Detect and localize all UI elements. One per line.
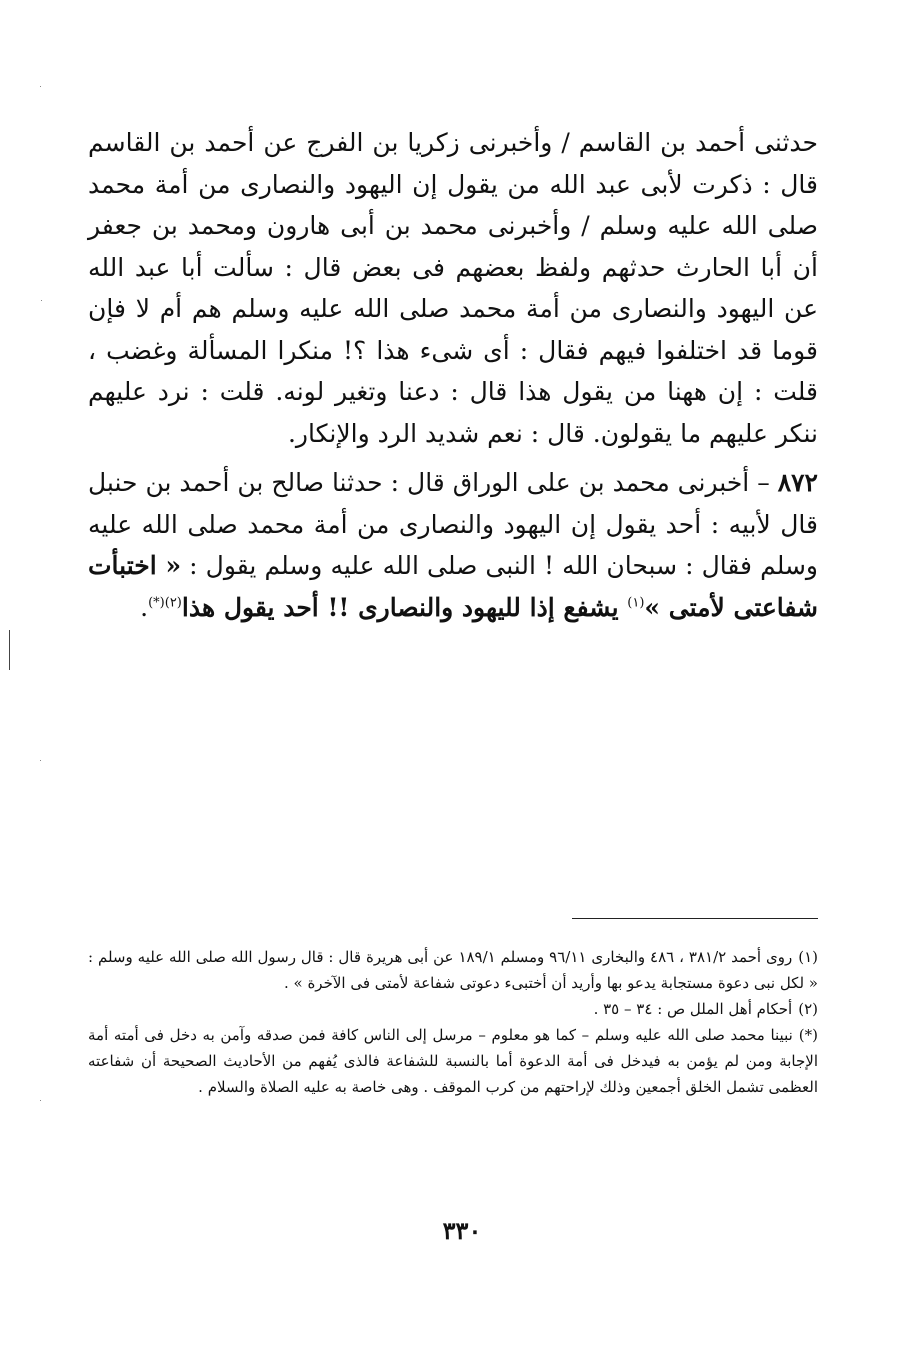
footnote-star-text: نبينا محمد صلى الله عليه وسلم – كما هو معلوم – مرسل إلى الناس كافة فمن صدقه وآمن به دخل فى أمته أمة الإجابة ومن لم يؤمن به فيدخل فى أمة الدعوة أما بالنسبة للشفاعة فالذى يُفهم من الأحاديث الصحيحة أن شفاعته العظمى تشمل الخلق أجمعين وذلك لإراحتهم من كرب الموقف . وهى خاصة به عليه الصلاة والسلام . — [88, 1026, 818, 1096]
footnote-2-text: أحكام أهل الملل ص : ٣٤ – ٣٥ . — [593, 1000, 793, 1018]
footnotes — [88, 944, 818, 1100]
page-number: ٣٣٠ — [442, 1216, 482, 1245]
scan-speck — [40, 1100, 41, 1101]
scan-speck — [40, 760, 41, 761]
footnote-2-marker: (٢) — [798, 1000, 818, 1018]
footnote-star — [88, 1022, 818, 1100]
footnote-1-text: روى أحمد ٣٨١/٢ ، ٤٨٦ والبخارى ٩٦/١١ ومسلم ١٨٩/١ عن أبى هريرة قال : قال رسول الله صلى الله عليه وسلم : « لكل نبى دعوة مستجابة يدعو بها وأريد أن أختبىء دعوتى شفاعة لأمتى فى الآخرة » . — [88, 948, 818, 992]
footnote-2 — [88, 996, 818, 1022]
scan-edge-mark — [9, 630, 10, 670]
hadith-dash: – — [749, 468, 778, 497]
scan-speck — [40, 86, 41, 87]
footnote-1 — [88, 944, 818, 996]
footnote-ref-2[interactable]: (٢) — [164, 595, 182, 611]
paragraph-1: حدثنى أحمد بن القاسم / وأخبرنى زكريا بن الفرج عن أحمد بن القاسم قال : ذكرت لأبى عبد الله من يقول إن اليهود والنصارى من أمة محمد صلى الله عليه وسلم / وأخبرنى محمد بن أبى هارون ومحمد بن جعفر أن أبا الحارث حدثهم ولفظ بعضهم فى بعض قال : سألت أبا عبد الله عن اليهود والنصارى من أمة محمد صلى الله عليه وسلم هم أم لا فإن قوما قد اختلفوا فيهم فقال : أى شىء هذا ؟! منكرا المسألة وغضب ، قلت : إن ههنا من يقول هذا قال : دعنا وتغير لونه. قلت : نرد عليهم ننكر عليهم ما يقولون. قال : نعم شديد الرد والإنكار. — [88, 128, 818, 448]
footnote-separator — [572, 918, 818, 919]
scan-speck — [41, 300, 42, 301]
main-text — [88, 122, 818, 628]
footnote-1-marker: (١) — [798, 948, 819, 966]
hadith-number: ٨٧٢ — [777, 468, 818, 497]
footnote-ref-1[interactable]: (١) — [627, 595, 645, 611]
paragraph-2-text-b: يشفع إذا لليهود والنصارى !! أحد يقول هذا — [181, 592, 628, 622]
paragraph-2-end: . — [140, 592, 149, 622]
paragraph-2 — [88, 462, 818, 628]
footnote-ref-star[interactable]: (*) — [148, 595, 165, 611]
hadith-quote: « اختبأت شفاعتى لأمتى » — [88, 551, 818, 622]
paragraph-2-text-a: أخبرنى محمد بن على الوراق قال : حدثنا صالح بن أحمد بن حنبل قال لأبيه : أحد يقول إن اليهود والنصارى من أمة محمد صلى الله عليه وسلم فقال : سبحان الله ! النبى صلى الله عليه وسلم يقول : — [88, 468, 818, 580]
footnote-star-marker: (*) — [798, 1026, 818, 1044]
